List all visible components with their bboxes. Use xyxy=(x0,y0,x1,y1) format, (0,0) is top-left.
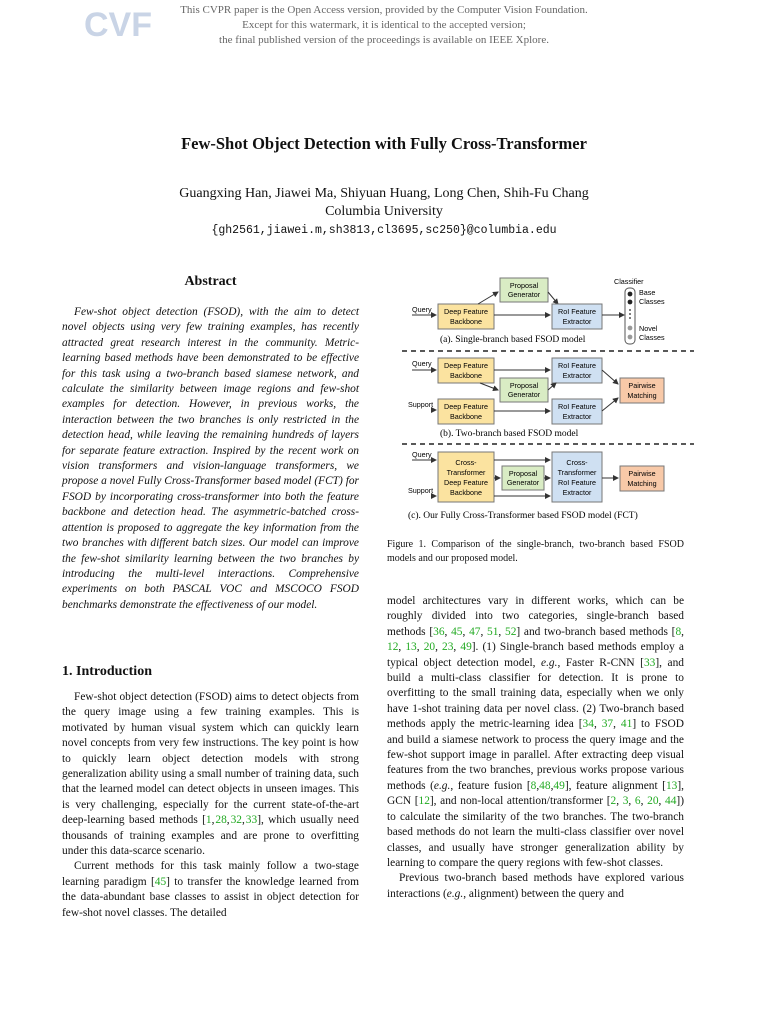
svg-text:Proposal: Proposal xyxy=(509,381,539,390)
citation-link[interactable]: 8 xyxy=(675,625,682,638)
intro-paragraph-2: Current methods for this task mainly follow a two-stage learning paradigm [45] to transfer the knowledge learned from the data-abundant base classes to assist in object detection for few-shot novel classes. The detailed xyxy=(62,860,359,919)
citation-link[interactable]: 12 xyxy=(418,795,430,808)
citation-link[interactable]: 44 xyxy=(665,795,677,808)
citation-link[interactable]: 13 xyxy=(665,779,678,792)
citation-link[interactable]: 52 xyxy=(505,625,517,638)
panel-label-c: (c). Our Fully Cross-Transformer based FSOD model (FCT) xyxy=(408,511,638,521)
box-label: Generator xyxy=(507,290,541,299)
citation-link[interactable]: 20 xyxy=(647,795,659,808)
svg-text:Backbone: Backbone xyxy=(450,317,482,326)
abstract-text xyxy=(62,305,359,613)
section-heading-introduction: 1. Introduction xyxy=(62,664,152,679)
panel-b-two-branch xyxy=(408,358,664,439)
svg-text:Query: Query xyxy=(412,359,432,368)
query-label: Query xyxy=(412,305,432,314)
logo-text: CVF xyxy=(84,6,152,44)
abstract-paragraph: Few-shot object detection (FSOD), with the aim to detect novel objects using very few training examples, has recently attracted great research interest in the community. Metric-learning based methods have been demonstrated to be effective for this task using a two-branch based siamese network, and calculate the similarity between image regions and few-shot examples for detection. However, in previous works, the interaction between the two branches is only restricted in the detection head, while leaving the remaining hundreds of layers for separate feature extraction. Inspired by the recent work on vision transformers and vision-language transformers, we propose a novel Fully Cross-Transformer based model (FCT) for FSOD by incorporating cross-transformer into both the feature backbone and detection head. The asymmetric-batched cross-attention is proposed to aggregate the key information from the two branches with different batch sizes. Our model can improve the few-shot similarity learning between the two branches by introducing the multi-level interactions. Comprehensive experiments on both PASCAL VOC and MSCOCO FSOD benchmarks demonstrate the effectiveness of our model. xyxy=(62,306,359,611)
svg-text:RoI Feature: RoI Feature xyxy=(558,402,596,411)
watermark-line: This CVPR paper is the Open Access version, provided by the Computer Vision Foundation. xyxy=(180,4,588,16)
svg-text:Extractor: Extractor xyxy=(562,371,592,380)
box-label: Proposal xyxy=(509,281,539,290)
svg-text:Pairwise: Pairwise xyxy=(628,469,656,478)
svg-text:Matching: Matching xyxy=(627,479,657,488)
citation-link[interactable]: 13 xyxy=(405,641,417,654)
svg-text:Generator: Generator xyxy=(507,390,541,399)
svg-text:Query: Query xyxy=(412,450,432,459)
author-list: Guangxing Han, Jiawei Ma, Shiyuan Huang, Long Chen, Shih-Fu Chang xyxy=(179,186,589,201)
panel-a-single-branch xyxy=(412,277,665,345)
paper-title: Few-Shot Object Detection with Fully Cross-Transformer xyxy=(181,134,587,153)
svg-text:Deep Feature: Deep Feature xyxy=(444,361,488,370)
svg-text:Backbone: Backbone xyxy=(450,412,482,421)
svg-text:Backbone: Backbone xyxy=(450,371,482,380)
citation-link[interactable]: 47 xyxy=(469,625,481,638)
citation-link[interactable]: 2 xyxy=(610,795,617,808)
svg-text:Classes: Classes xyxy=(639,297,665,306)
citation-link[interactable]: 49 xyxy=(553,779,565,792)
citation-link[interactable]: 51 xyxy=(487,625,499,638)
svg-text:Generator: Generator xyxy=(506,478,540,487)
svg-text:Deep Feature: Deep Feature xyxy=(444,402,488,411)
intro-paragraph-1: Few-shot object detection (FSOD) aims to detect objects from the query image using a few training examples. This is motivated by human visual system which can quickly learn novel concepts from very few instructions. The key point is how to quickly learn object detection models with strong generalization ability using a small number of training data, such that the learned model can detect objects in unseen images. This is very challenging, especially for the current state-of-the-art deep-learning based methods [1, 28, 32, 33], which usually need thousands of training examples and are prone to overfitting under this data-scarce scenario. xyxy=(62,691,359,858)
citation-link[interactable]: 48 xyxy=(539,779,551,792)
citation-link[interactable]: 37 xyxy=(601,718,614,731)
svg-text:Backbone: Backbone xyxy=(450,488,482,497)
figure-1-caption: Figure 1. Comparison of the single-branch, two-branch based FSOD models and our proposed model. xyxy=(387,539,684,564)
introduction-text xyxy=(62,690,359,921)
citation-link[interactable]: 41 xyxy=(620,718,633,731)
author-emails: {gh2561,jiawei.m,sh3813,cl3695,sc250}@columbia.edu xyxy=(211,224,557,237)
citation-link[interactable]: 12 xyxy=(387,641,399,654)
svg-text:Cross-: Cross- xyxy=(455,458,477,467)
abstract-heading: Abstract xyxy=(184,274,237,289)
right-paragraph-1: model architectures vary in different works, which can be roughly divided into two categories, single-branch based methods [36, 45, 47, 51, 52] and two-branch based methods [8, 12, 13, 20, 23, 49]. (1) Single-branch based methods employ a typical object detection model, e.g., Faster R-CNN [33], and build a multi-class classifier for detection. It is prone to overfitting to the small training data, especially when we only have 1-shot training data per novel class. (2) Two-branch based methods apply the metric-learning idea [34, 37, 41] to FSOD and build a siamese network to process the query image and the few-shot support image in parallel. After extracting deep visual features from the two branches, previous works propose various methods (e.g., feature fusion [8,48,49], feature alignment [13], GCN [12], and non-local attention/transformer [2, 3, 6, 20, 44]) to calculate the similarity of the two branches. The two-branch based methods do not learn the multi-class classifier over novel classes, and usually have stronger generalization ability by learning to compare the query regions with few-shot classes. xyxy=(387,595,684,869)
svg-text:Base: Base xyxy=(639,288,656,297)
citation-link[interactable]: 45 xyxy=(154,875,167,888)
svg-text:Support: Support xyxy=(408,486,434,495)
svg-text:RoI Feature: RoI Feature xyxy=(558,361,596,370)
svg-text:Transformer: Transformer xyxy=(446,468,486,477)
citation-link[interactable]: 23 xyxy=(442,641,454,654)
citation-link[interactable]: 28 xyxy=(215,814,227,827)
citation-link[interactable]: 33 xyxy=(245,814,258,827)
svg-text:Extractor: Extractor xyxy=(562,412,592,421)
svg-text:Transformer: Transformer xyxy=(557,468,597,477)
svg-text:Classes: Classes xyxy=(639,333,665,342)
watermark-line: Except for this watermark, it is identical to the accepted version; xyxy=(242,19,526,31)
panel-label-a: (a). Single-branch based FSOD model xyxy=(440,335,586,345)
svg-text:RoI Feature: RoI Feature xyxy=(558,307,596,316)
svg-text:Matching: Matching xyxy=(627,391,657,400)
svg-text:Extractor: Extractor xyxy=(562,488,592,497)
citation-link[interactable]: 1 xyxy=(205,814,212,827)
citation-link[interactable]: 3 xyxy=(622,795,629,808)
cvf-logo xyxy=(84,6,152,44)
citation-link[interactable]: 8 xyxy=(530,779,537,792)
watermark-line: the final published version of the proceedings is available on IEEE Xplore. xyxy=(219,34,549,46)
svg-text:RoI Feature: RoI Feature xyxy=(558,478,596,487)
svg-text:Deep Feature: Deep Feature xyxy=(444,307,488,316)
right-paragraph-2: Previous two-branch based methods have explored various interactions (e.g., alignment) between the query and xyxy=(387,872,684,900)
figure-1-diagram xyxy=(398,274,698,524)
citation-link[interactable]: 6 xyxy=(634,795,641,808)
authors-block xyxy=(0,185,768,221)
citation-link[interactable]: 33 xyxy=(643,656,656,669)
svg-text:Deep Feature: Deep Feature xyxy=(444,478,488,487)
right-column-text xyxy=(387,594,684,902)
affiliation: Columbia University xyxy=(325,204,443,219)
citation-link[interactable]: 49 xyxy=(460,641,472,654)
svg-text:Proposal: Proposal xyxy=(508,469,538,478)
svg-text:Novel: Novel xyxy=(639,324,658,333)
panel-label-b: (b). Two-branch based FSOD model xyxy=(440,429,579,439)
svg-text:Cross-: Cross- xyxy=(566,458,588,467)
panel-c-fct xyxy=(408,450,664,521)
citation-link[interactable]: 20 xyxy=(423,641,436,654)
citation-link[interactable]: 32 xyxy=(230,814,242,827)
svg-text:Extractor: Extractor xyxy=(562,317,592,326)
classifier-label: Classifier xyxy=(614,277,644,286)
citation-link[interactable]: 45 xyxy=(451,625,463,638)
svg-text:Pairwise: Pairwise xyxy=(628,381,656,390)
citation-link[interactable]: 36 xyxy=(433,625,445,638)
svg-text:Support: Support xyxy=(408,400,434,409)
citation-link[interactable]: 34 xyxy=(582,718,594,731)
